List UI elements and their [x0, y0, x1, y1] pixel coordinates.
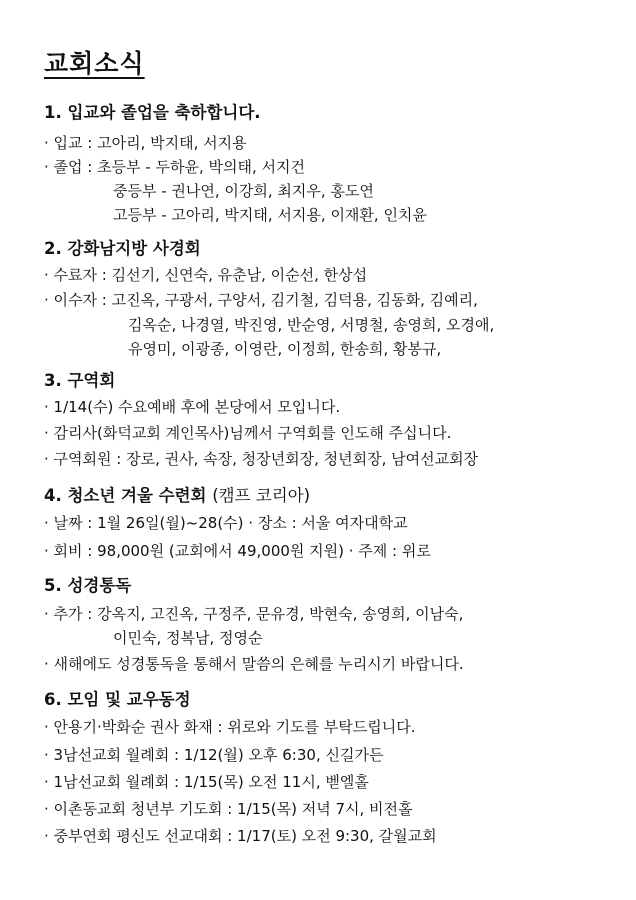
list-item: · 이촌동교회 청년부 기도회 : 1/15(목) 저녁 7시, 비전홀 — [44, 800, 413, 818]
list-item: · 3남선교회 월례회 : 1/12(월) 오후 6:30, 신길가든 — [44, 746, 384, 764]
section-heading-subtext: (캠프 코리아) — [212, 486, 311, 505]
list-item-continued: 유영미, 이광종, 이영란, 이정희, 한송희, 황봉규, — [128, 340, 442, 358]
list-item: · 새해에도 성경통독을 통해서 말씀의 은혜를 누리시기 바랍니다. — [44, 655, 464, 673]
section-heading-text: 4. 청소년 겨울 수련회 — [44, 486, 207, 505]
list-item: · 중부연회 평신도 선교대회 : 1/17(토) 오전 9:30, 갈월교회 — [44, 827, 437, 845]
section-heading-graduation: 1. 입교와 졸업을 축하합니다. — [44, 103, 261, 122]
section-heading-bible-study: 2. 강화남지방 사경회 — [44, 239, 201, 258]
list-item-continued: 고등부 - 고아리, 박지태, 서지용, 이재환, 인치윤 — [113, 206, 427, 224]
list-item: · 추가 : 강옥지, 고진옥, 구정주, 문유경, 박현숙, 송영희, 이남숙, — [44, 605, 464, 623]
page-title: 교회소식 — [44, 49, 145, 78]
list-item: · 감리사(화덕교회 계인목사)님께서 구역회를 인도해 주십니다. — [44, 424, 452, 442]
list-item-continued: 중등부 - 권나연, 이강희, 최지우, 홍도연 — [113, 182, 374, 200]
list-item-continued: 이민숙, 정복남, 정영순 — [113, 629, 263, 647]
list-item: · 이수자 : 고진옥, 구광서, 구양서, 김기철, 김덕용, 김동화, 김예리, — [44, 291, 478, 309]
list-item: · 수료자 : 김선기, 신연숙, 유춘남, 이순선, 한상섭 — [44, 266, 368, 284]
list-item: · 1남선교회 월례회 : 1/15(목) 오전 11시, 벧엘홀 — [44, 773, 369, 791]
list-item: · 구역회원 : 장로, 권사, 속장, 청장년회장, 청년회장, 남여선교회장 — [44, 450, 479, 468]
list-item: · 입교 : 고아리, 박지태, 서지용 — [44, 134, 247, 152]
list-item: · 졸업 : 초등부 - 두하윤, 박의태, 서지건 — [44, 158, 306, 176]
list-item: · 회비 : 98,000원 (교회에서 49,000원 지원) · 주제 : 위로 — [44, 542, 431, 560]
section-heading-youth-retreat — [44, 482, 310, 506]
section-heading-district-meeting: 3. 구역회 — [44, 371, 116, 390]
list-item: · 안용기·박화순 권사 화재 : 위로와 기도를 부탁드립니다. — [44, 718, 416, 736]
list-item-continued: 김옥순, 나경열, 박진영, 반순영, 서명철, 송영희, 오경애, — [128, 316, 495, 334]
list-item: · 1/14(수) 수요예배 후에 본당에서 모입니다. — [44, 398, 341, 416]
section-heading-congregation-news: 6. 모임 및 교우동정 — [44, 690, 191, 709]
list-item: · 날짜 : 1월 26일(월)~28(수) · 장소 : 서울 여자대학교 — [44, 514, 408, 532]
section-heading-bible-reading: 5. 성경통독 — [44, 576, 132, 595]
